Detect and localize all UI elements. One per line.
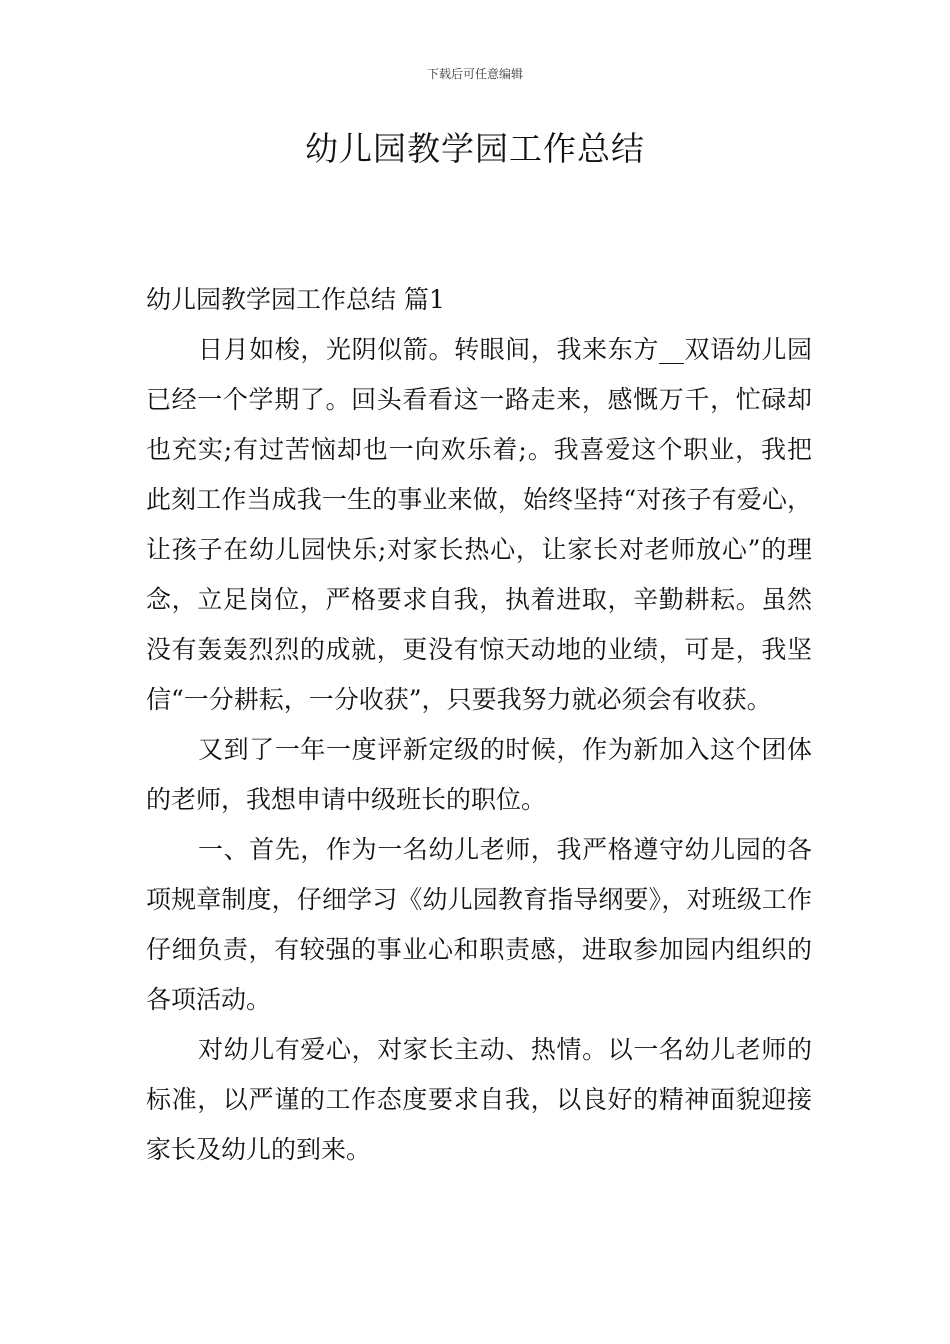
document-body xyxy=(146,275,812,1175)
header-note: 下载后可任意编辑 xyxy=(426,67,523,81)
paragraph: 日月如梭，光阴似箭。转眼间，我来东方__双语幼儿园已经一个学期了。回头看看这一路走来，感慨万千，忙碌却也充实;有过苦恼却也一向欢乐着;。我喜爱这个职业，我把此刻工作当成我一生的事业来做，始终坚持“对孩子有爱心，让孩子在幼儿园快乐;对家长热心，让家长对老师放心”的理念，立足岗位，严格要求自我，执着进取，辛勤耕耘。虽然没有轰轰烈烈的成就，更没有惊天动地的业绩，可是，我坚信“一分耕耘，一分收获”，只要我努力就必须会有收获。 xyxy=(146,335,812,714)
document-title: 幼儿园教学园工作总结 xyxy=(305,129,645,168)
paragraph: 一、首先，作为一名幼儿老师，我严格遵守幼儿园的各项规章制度，仔细学习《幼儿园教育指导纲要》，对班级工作仔细负责，有较强的事业心和职责感，进取参加园内组织的各项活动。 xyxy=(146,835,812,1014)
section-heading: 幼儿园教学园工作总结 篇1 xyxy=(146,285,445,314)
paragraph: 对幼儿有爱心，对家长主动、热情。以一名幼儿老师的标准，以严谨的工作态度要求自我，以良好的精神面貌迎接家长及幼儿的到来。 xyxy=(146,1035,812,1164)
paragraph: 又到了一年一度评新定级的时候，作为新加入这个团体的老师，我想申请中级班长的职位。 xyxy=(146,735,812,814)
